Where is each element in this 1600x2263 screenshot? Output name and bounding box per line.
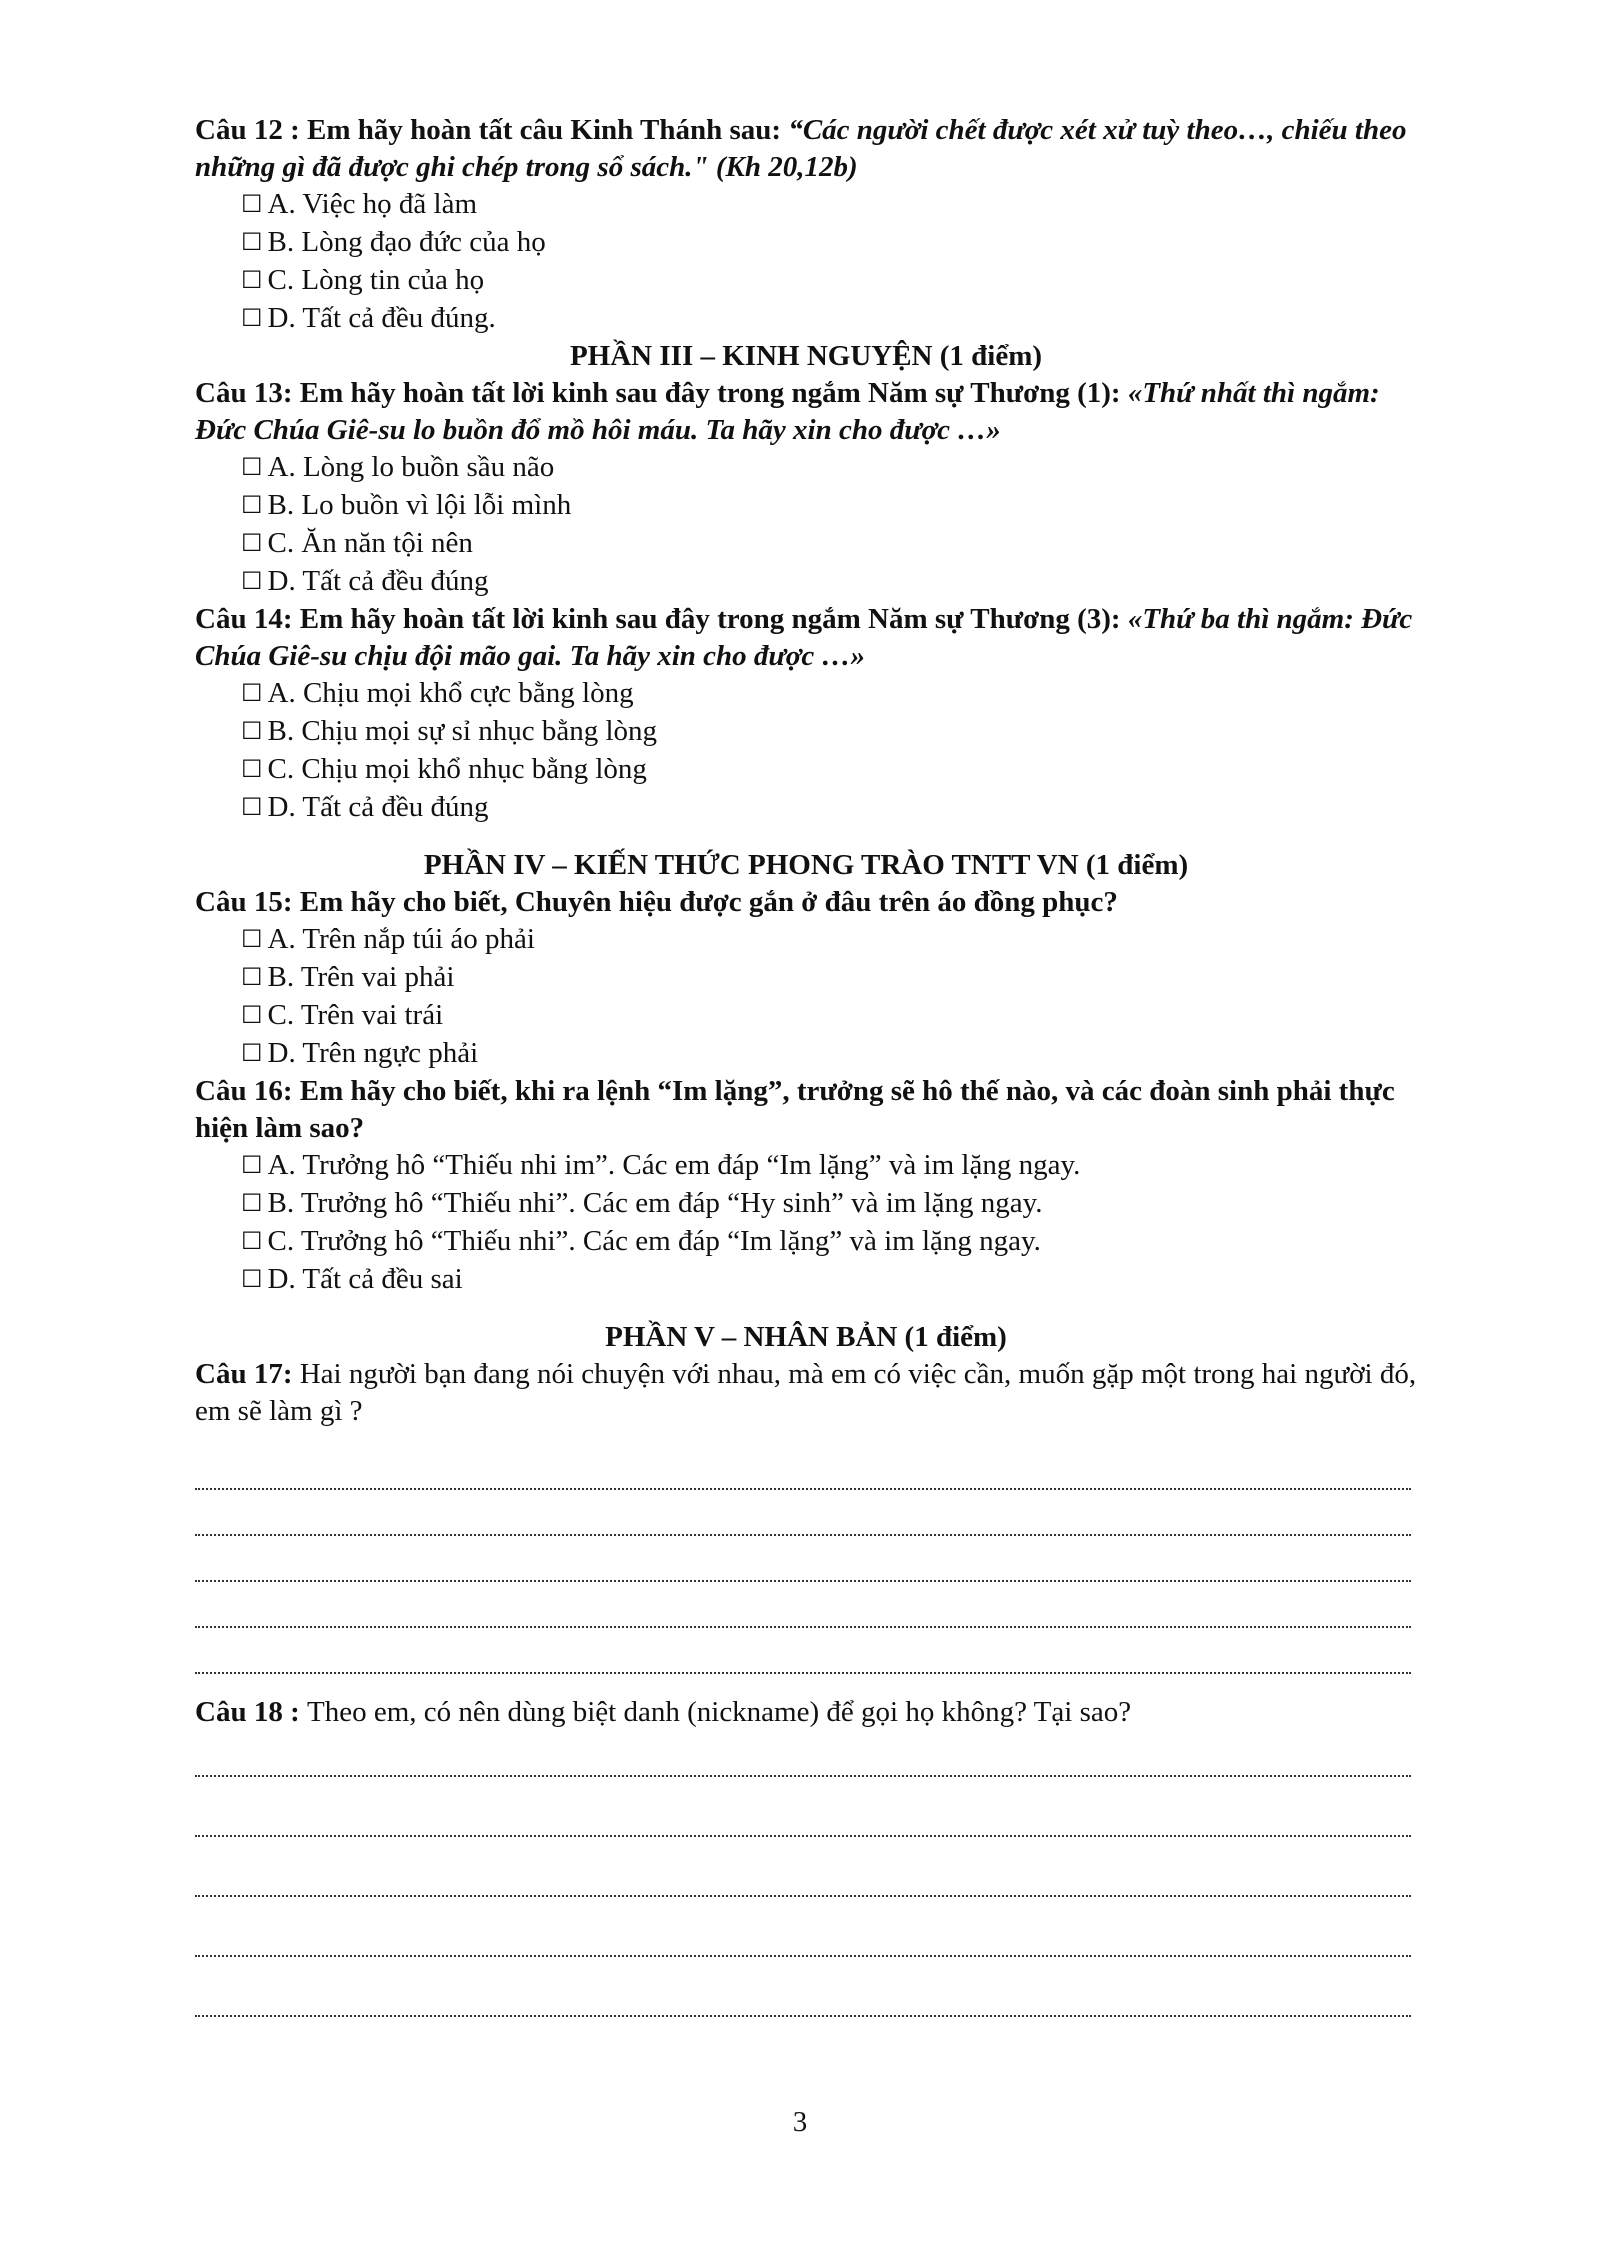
checkbox-icon[interactable]: ☐	[241, 1039, 263, 1067]
checkbox-icon[interactable]: ☐	[241, 190, 263, 218]
question-label: Câu 18 :	[195, 1696, 300, 1728]
option-label: D. Tất cả đều đúng	[267, 565, 489, 597]
answer-line[interactable]	[195, 1582, 1411, 1628]
option-item[interactable]	[195, 789, 1417, 827]
checkbox-icon[interactable]: ☐	[241, 1189, 263, 1217]
option-label: A. Việc họ đã làm	[267, 188, 478, 220]
checkbox-icon[interactable]: ☐	[241, 1227, 263, 1255]
question-text: Em hãy cho biết, Chuyên hiệu được gắn ở đâu trên áo đồng phục?	[299, 886, 1118, 918]
question-16	[195, 1073, 1417, 1147]
option-label: C. Chịu mọi khổ nhục bằng lòng	[267, 753, 647, 785]
question-15	[195, 884, 1417, 921]
question-label: Câu 15:	[195, 886, 293, 918]
option-item[interactable]	[195, 1035, 1417, 1073]
option-item[interactable]	[195, 997, 1417, 1035]
option-label: D. Tất cả đều đúng.	[267, 302, 496, 334]
question-label: Câu 14:	[195, 603, 293, 635]
option-item[interactable]	[195, 487, 1417, 525]
spacer	[195, 1674, 1417, 1694]
question-quote: «Thứ nhất thì ngắm: Đức Chúa Giê-su lo buồn đổ mồ hôi máu. Ta hãy xin cho được …»	[195, 377, 1380, 446]
option-item[interactable]	[195, 525, 1417, 563]
answer-line[interactable]	[195, 1777, 1411, 1837]
option-item[interactable]	[195, 713, 1417, 751]
option-item[interactable]	[195, 224, 1417, 262]
question-text: Theo em, có nên dùng biệt danh (nickname) để gọi họ không? Tại sao?	[306, 1696, 1132, 1728]
question-label: Câu 12 :	[195, 114, 300, 146]
checkbox-icon[interactable]: ☐	[241, 963, 263, 991]
answer-line[interactable]	[195, 1731, 1411, 1777]
question-13	[195, 375, 1417, 449]
question-text: Em hãy hoàn tất câu Kinh Thánh sau:	[306, 114, 782, 146]
section-heading-3: PHẦN III – KINH NGUYỆN (1 điểm)	[569, 340, 1043, 372]
option-item[interactable]	[195, 751, 1417, 789]
option-label: C. Lòng tin của họ	[267, 264, 485, 296]
option-label: A. Lòng lo buồn sầu não	[267, 451, 555, 483]
checkbox-icon[interactable]: ☐	[241, 1265, 263, 1293]
option-label: D. Tất cả đều đúng	[267, 791, 489, 823]
question-text: Em hãy hoàn tất lời kinh sau đây trong ngắm Năm sự Thương (3):	[299, 603, 1121, 635]
question-label: Câu 17:	[195, 1358, 293, 1390]
question-18	[195, 1694, 1417, 1731]
answer-line[interactable]	[195, 1897, 1411, 1957]
exam-page	[195, 112, 1417, 2017]
answer-line[interactable]	[195, 1837, 1411, 1897]
checkbox-icon[interactable]: ☐	[241, 755, 263, 783]
question-label: Câu 13:	[195, 377, 293, 409]
option-label: D. Trên ngực phải	[267, 1037, 479, 1069]
question-text: Hai người bạn đang nói chuyện với nhau, mà em có việc cần, muốn gặp một trong hai người đó, em sẽ làm gì ?	[195, 1358, 1417, 1427]
question-14	[195, 601, 1417, 675]
section-heading-5: PHẦN V – NHÂN BẢN (1 điểm)	[605, 1321, 1007, 1353]
question-quote: “Các người chết được xét xử tuỳ theo…, chiếu theo những gì đã được ghi chép trong sổ sách." (Kh 20,12b)	[195, 114, 1407, 183]
option-label: C. Trưởng hô “Thiếu nhi”. Các em đáp “Im lặng” và im lặng ngay.	[267, 1225, 1041, 1257]
question-quote: «Thứ ba thì ngắm: Đức Chúa Giê-su chịu đội mão gai. Ta hãy xin cho được …»	[195, 603, 1413, 672]
checkbox-icon[interactable]: ☐	[241, 529, 263, 557]
checkbox-icon[interactable]: ☐	[241, 679, 263, 707]
page-number: 3	[792, 2106, 808, 2138]
section-heading-4: PHẦN IV – KIẾN THỨC PHONG TRÀO TNTT VN (1 điểm)	[423, 849, 1189, 881]
checkbox-icon[interactable]: ☐	[241, 793, 263, 821]
option-item[interactable]	[195, 1223, 1417, 1261]
option-label: B. Chịu mọi sự sỉ nhục bằng lòng	[267, 715, 658, 747]
option-item[interactable]	[195, 563, 1417, 601]
option-item[interactable]	[195, 1185, 1417, 1223]
option-item[interactable]	[195, 1147, 1417, 1185]
answer-line[interactable]	[195, 1628, 1411, 1674]
option-item[interactable]	[195, 1261, 1417, 1299]
option-item[interactable]	[195, 675, 1417, 713]
answer-line[interactable]	[195, 1536, 1411, 1582]
question-17	[195, 1356, 1417, 1430]
question-text: Em hãy cho biết, khi ra lệnh “Im lặng”, trưởng sẽ hô thế nào, và các đoàn sinh phải thực hiện làm sao?	[195, 1075, 1395, 1144]
checkbox-icon[interactable]: ☐	[241, 717, 263, 745]
checkbox-icon[interactable]: ☐	[241, 304, 263, 332]
option-item[interactable]	[195, 186, 1417, 224]
question-label: Câu 16:	[195, 1075, 293, 1107]
option-label: D. Tất cả đều sai	[267, 1263, 463, 1295]
option-label: B. Lo buồn vì lội lỗi mình	[267, 489, 572, 521]
option-item[interactable]	[195, 262, 1417, 300]
answer-line[interactable]	[195, 1430, 1411, 1490]
checkbox-icon[interactable]: ☐	[241, 491, 263, 519]
option-label: A. Trưởng hô “Thiếu nhi im”. Các em đáp “Im lặng” và im lặng ngay.	[267, 1149, 1081, 1181]
option-label: B. Trên vai phải	[267, 961, 455, 993]
checkbox-icon[interactable]: ☐	[241, 925, 263, 953]
option-label: A. Trên nắp túi áo phải	[267, 923, 535, 955]
option-item[interactable]	[195, 449, 1417, 487]
option-label: A. Chịu mọi khổ cực bằng lòng	[267, 677, 634, 709]
checkbox-icon[interactable]: ☐	[241, 453, 263, 481]
option-item[interactable]	[195, 921, 1417, 959]
checkbox-icon[interactable]: ☐	[241, 1151, 263, 1179]
option-item[interactable]	[195, 959, 1417, 997]
question-12	[195, 112, 1417, 186]
option-item[interactable]	[195, 300, 1417, 338]
spacer	[195, 827, 1417, 847]
option-label: C. Ăn năn tội nên	[267, 527, 473, 559]
option-label: C. Trên vai trái	[267, 999, 444, 1031]
checkbox-icon[interactable]: ☐	[241, 1001, 263, 1029]
option-label: B. Lòng đạo đức của họ	[267, 226, 546, 258]
answer-line[interactable]	[195, 1490, 1411, 1536]
answer-line[interactable]	[195, 1957, 1411, 2017]
checkbox-icon[interactable]: ☐	[241, 266, 263, 294]
option-label: B. Trưởng hô “Thiếu nhi”. Các em đáp “Hy sinh” và im lặng ngay.	[267, 1187, 1043, 1219]
spacer	[195, 1299, 1417, 1319]
question-text: Em hãy hoàn tất lời kinh sau đây trong ngắm Năm sự Thương (1):	[299, 377, 1121, 409]
checkbox-icon[interactable]: ☐	[241, 228, 263, 256]
checkbox-icon[interactable]: ☐	[241, 567, 263, 595]
